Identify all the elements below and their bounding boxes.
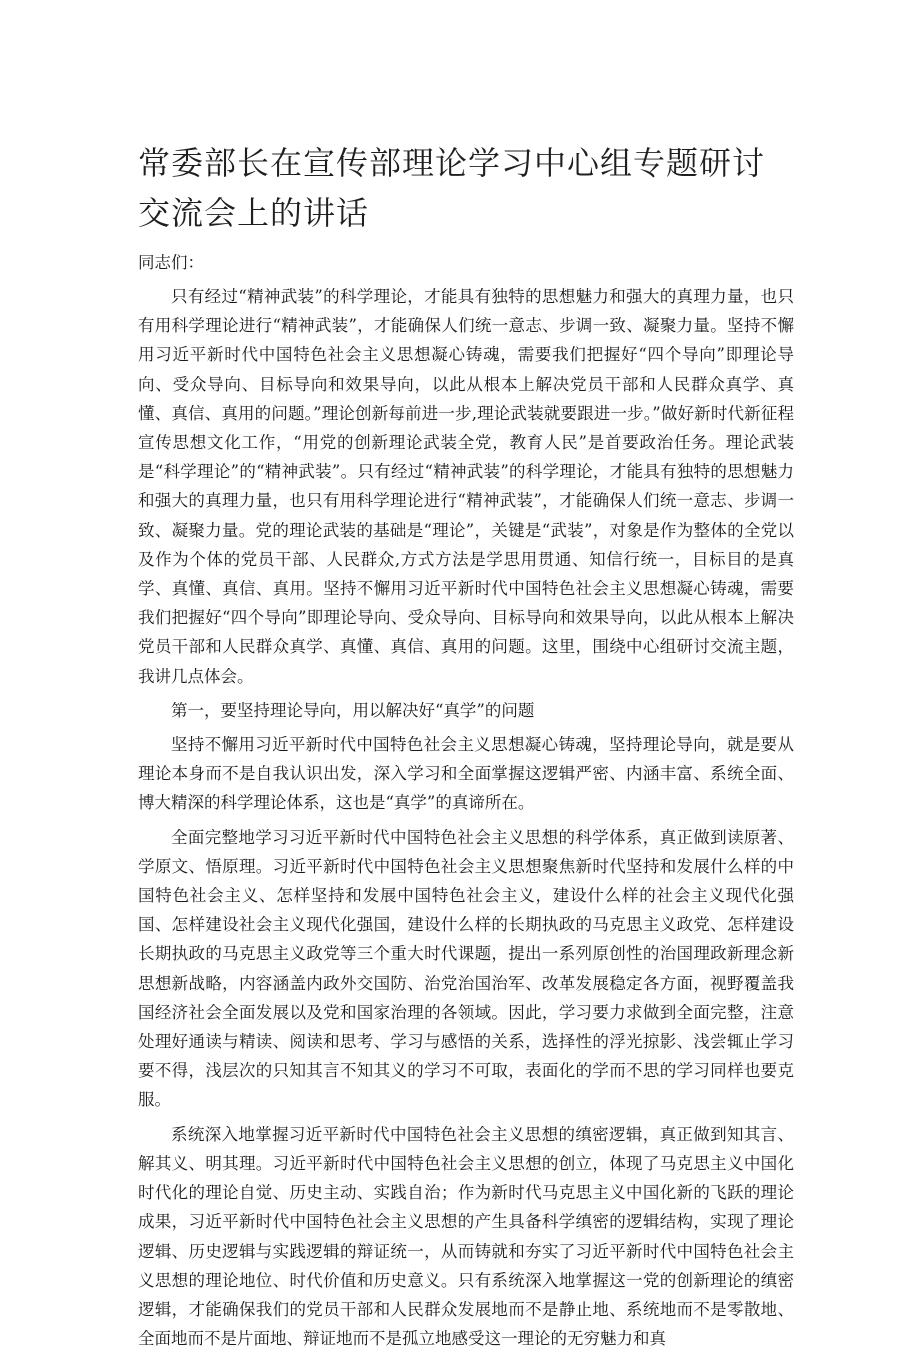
salutation: 同志们：: [138, 253, 204, 272]
document-page: [138, 138, 794, 1358]
paragraph: 系统深入地掌握习近平新时代中国特色社会主义思想的缜密逻辑，真正做到知其言、解其义、明其理。习近平新时代中国特色社会主义思想的创立，体现了马克思主义中国化时代化的理论自觉、历史主动、实践自治；作为新时代马克思主义中国化新的飞跃的理论成果，习近平新时代中国特色社会主义思想的产生具备科学缜密的逻辑结构，实现了理论逻辑、历史逻辑与实践逻辑的辩证统一，从而铸就和夯实了习近平新时代中国特色社会主义思想的理论地位、时代价值和历史意义。只有系统深入地掌握这一党的创新理论的缜密逻辑，才能确保我们的党员干部和人民群众发展地而不是静止地、系统地而不是零散地、全面地而不是片面地、辩证地而不是孤立地感受这一理论的无穷魅力和真: [138, 1124, 794, 1349]
paragraph-intro: 只有经过“精神武装”的科学理论，才能具有独特的思想魅力和强大的真理力量，也只有用科学理论进行“精神武装”，才能确保人们统一意志、步调一致、凝聚力量。坚持不懈用习近平新时代中国特色社会主义思想凝心铸魂，需要我们把握好“四个导向”即理论导向、受众导向、目标导向和效果导向，以此从根本上解决党员干部和人民群众真学、真懂、真信、真用的问题。”理论创新每前进一步,理论武装就要跟进一步。”做好新时代新征程宣传思想文化工作，“用党的创新理论武装全党，教育人民”是首要政治任务。理论武装是“科学理论”的“精神武装”。只有经过“精神武装”的科学理论，才能具有独特的思想魅力和强大的真理力量，也只有用科学理论进行“精神武装”，才能确保人们统一意志、步调一致、凝聚力量。党的理论武装的基础是“理论”，关键是“武装”，对象是作为整体的全党以及作为个体的党员干部、人民群众,方式方法是学思用贯通、知信行统一，目标目的是真学、真懂、真信、真用。坚持不懈用习近平新时代中国特色社会主义思想凝心铸魂，需要我们把握好“四个导向”即理论导向、受众导向、目标导向和效果导向，以此从根本上解决党员干部和人民群众真学、真懂、真信、真用的问题。这里，围绕中心组研讨交流主题，我讲几点体会。: [138, 287, 794, 686]
document-title: 常委部长在宣传部理论学习中心组专题研讨交流会上的讲话: [138, 144, 766, 232]
section-heading-first: 第一，要坚持理论导向，用以解决好“真学”的问题: [171, 700, 535, 720]
paragraph: 坚持不懈用习近平新时代中国特色社会主义思想凝心铸魂，坚持理论导向，就是要从理论本身而不是自我认识出发，深入学习和全面掌握这逻辑严密、内涵丰富、系统全面、博大精深的科学理论体系，这也是“真学”的真谛所在。: [138, 735, 794, 813]
paragraph: 全面完整地学习习近平新时代中国特色社会主义思想的科学体系，真正做到读原著、学原文、悟原理。习近平新时代中国特色社会主义思想聚焦新时代坚持和发展什么样的中国特色社会主义、怎样坚持和发展中国特色社会主义，建设什么样的社会主义现代化强国、怎样建设社会主义现代化强国，建设什么样的长期执政的马克思主义政党、怎样建设长期执政的马克思主义政党等三个重大时代课题，提出一系列原创性的治国理政新理念新思想新战略，内容涵盖内政外交国防、治党治国治军、改革发展稳定各方面，视野覆盖我国经济社会全面发展以及党和国家治理的各领域。因此，学习要力求做到全面完整，注意处理好通读与精读、阅读和思考、学习与感悟的关系，选择性的浮光掠影、浅尝辄止学习要不得，浅层次的只知其言不知其义的学习不可取，表面化的学而不思的学习同样也要克服。: [138, 827, 794, 1110]
